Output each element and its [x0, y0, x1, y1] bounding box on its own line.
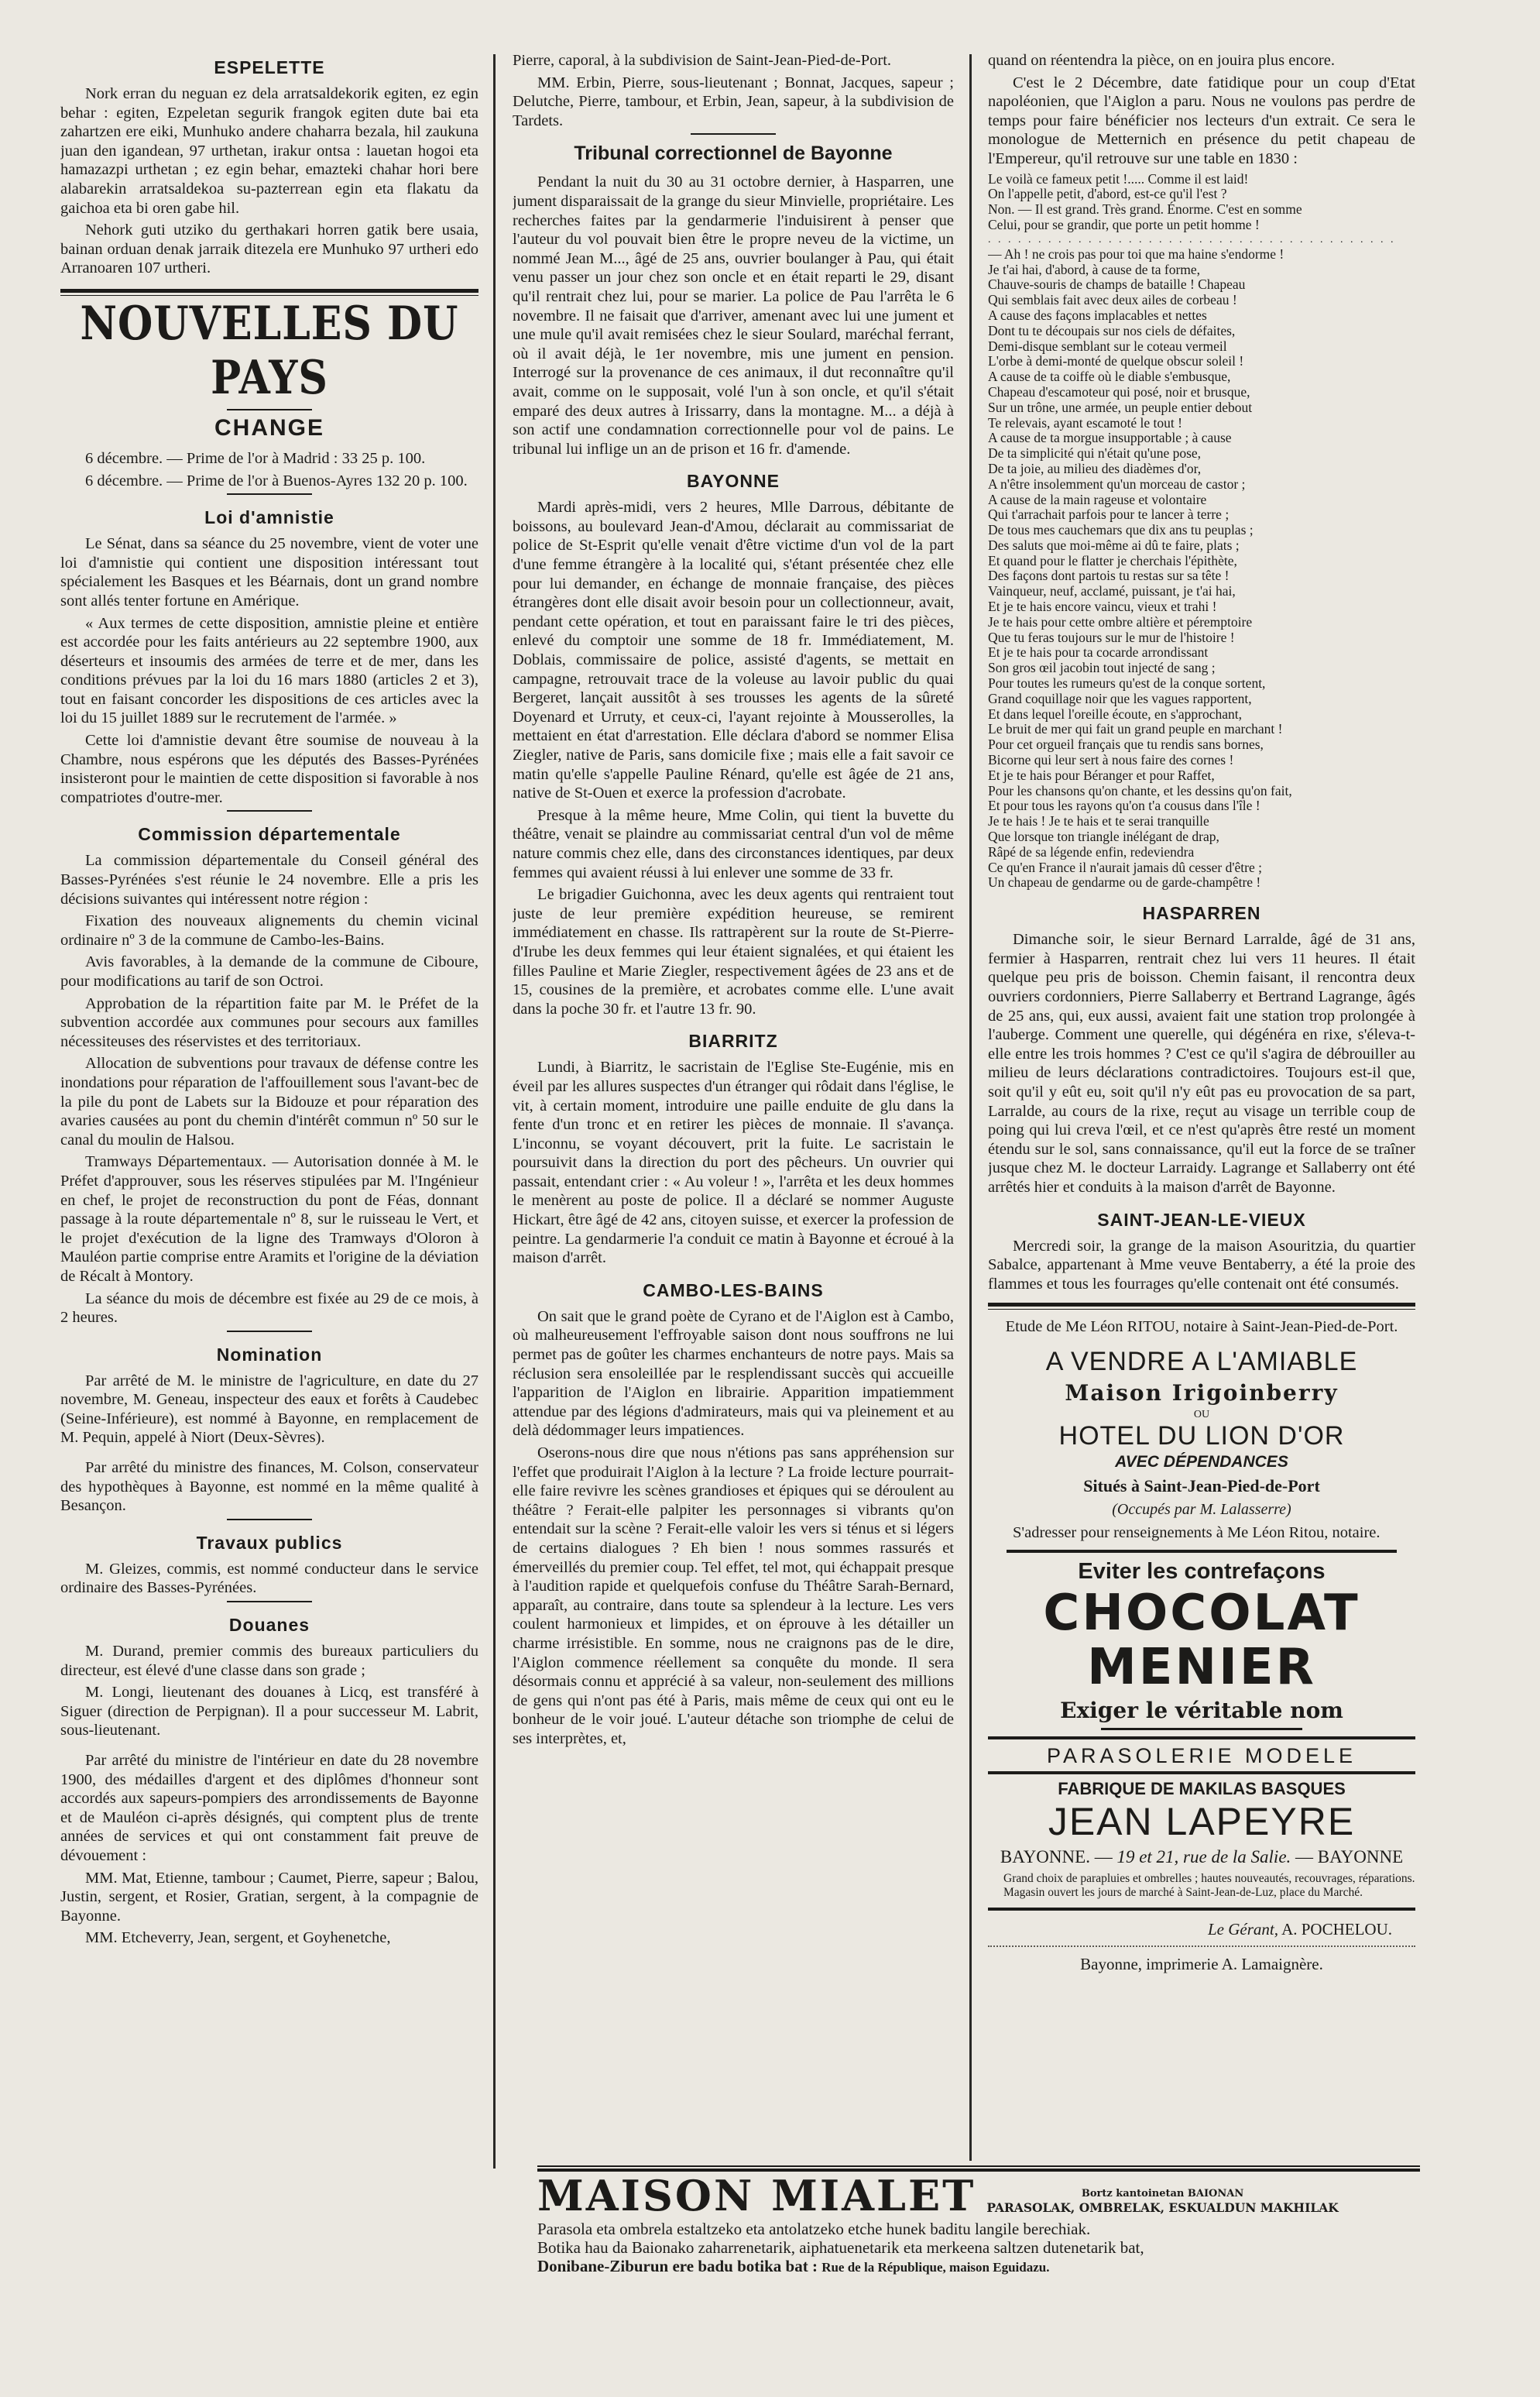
poem-line: L'orbe à demi-monté de quelque obscur soleil ! [988, 353, 1244, 369]
commission-paragraph: La commission départementale du Conseil général des Basses-Pyrénées s'est réunie le 24 novembre. Elle a pris les décisions suivantes qui intéressent notre région : [60, 852, 478, 908]
gerant-label: Le Gérant, [1207, 1920, 1278, 1939]
poem-line: A cause de la main rageuse et volontaire [988, 491, 1207, 507]
section-heading-bayonne: BAYONNE [687, 471, 780, 492]
ad-exiger: Exiger le véritable nom [1060, 1698, 1343, 1724]
dotted-divider [988, 1945, 1415, 1947]
ad-jean-lapeyre: JEAN LAPEYRE [1048, 1800, 1356, 1844]
ad-fabrique: FABRIQUE DE MAKILAS BASQUES [1058, 1779, 1346, 1799]
ad-divider [988, 1908, 1415, 1911]
column-1 [60, 51, 478, 2351]
ad-choix [988, 1872, 1415, 1900]
saint-jean-paragraph: Mercredi soir, la grange de la maison Asouritzia, du quartier Sabalce, appartenant à Mme veuve Bentaberry, a été la proie des flammes et tous les fourrages qu'elle contenait ont été consumés. [988, 1237, 1415, 1293]
amnistie-paragraph: Cette loi d'amnistie devant être soumise de nouveau à la Chambre, nous espérons que les députés des Basses-Pyrénées insisteront pour le maintien de cette disposition si favorable à nos compatriotes d'outre-mer. [60, 732, 478, 806]
title-underline [227, 409, 312, 410]
mialet-line-address: Rue de la République, maison Eguidazu. [821, 2260, 1050, 2275]
ad-maison: Maison Irigoinberry [1065, 1380, 1339, 1406]
mialet-line: Parasola eta ombrela estaltzeko eta antolatzeko etche hunek baditu langile berechiak. [537, 2220, 1091, 2238]
poem-line: Celui, pour se grandir, que porte un petit homme ! [988, 216, 1260, 232]
poem-stanza-1 [988, 172, 1415, 233]
mialet-line: Botika hau da Baionako zaharrenetarik, aiphatuenetarik eta merkeena saltzen dutenetarik bat, [537, 2238, 1144, 2257]
poem-line: Dont tu te découpais sur nos ciels de défaites, [988, 322, 1236, 338]
section-divider [227, 493, 312, 495]
mialet-line [537, 2257, 1420, 2277]
espelette-paragraph: Nehork guti utziko du gerthakari horren gatik bere usaia, bainan orduan denak jarraik ditezela ere Munhuko 97 urtheri edo Arranoaren 107 urtheri. [60, 221, 478, 277]
poem-line: Le bruit de mer qui fait un grand peuple en marchant ! [988, 721, 1283, 737]
amnistie-paragraph: « Aux termes de cette disposition, amnistie pleine et entière est accordée pour les faits antérieurs au 22 septembre 1900, aux déserteurs et insoumis des armées de terre et de mer, dans les conditions prévues par la loi du 16 mars 1880 (articles 2 et 3), tout en faisant concorder les dispositions de ces articles avec la loi du 15 juillet 1889 sur le recrutement de l'armée. » [60, 614, 478, 727]
ad-divider [988, 1303, 1415, 1310]
poem-line: Bicorne qui leur sert à nous faire des cornes ! [988, 752, 1234, 768]
column-3 [988, 51, 1415, 2162]
section-heading-nomination: Nomination [216, 1344, 323, 1365]
poem-line: A cause des façons implacables et nettes [988, 307, 1207, 323]
commission-paragraph: La séance du mois de décembre est fixée au 29 de ce mois, à 2 heures. [60, 1290, 478, 1327]
section-heading-commission: Commission départementale [138, 824, 401, 845]
continued-paragraph: C'est le 2 Décembre, date fatidique pour un coup d'Etat napoléonien, que l'Aiglon a paru. Nous ne voulons pas perdre de temps pour faire bénéficier nos lecteurs d'un extrait. Ce sera le monologue de Metternich en présence du petit chapeau de l'Empereur, qu'il retrouve sur une table en 1830 : [988, 74, 1415, 167]
poem-line: Chauve-souris de champs de bataille ! Chapeau [988, 276, 1246, 293]
poem-line: A cause de ta morgue insupportable ; à cause [988, 430, 1232, 446]
poem-line: A n'être insolemment qu'un morceau de castor ; [988, 476, 1246, 492]
biarritz-paragraph: Lundi, à Biarritz, le sacristain de l'Eglise Ste-Eugénie, mis en éveil par les allures suspectes d'un étranger qui rôdait dans l'église, le vit, à certain moment, introduire une paille enduite de glu dans la fente d'un tronc et en retirer les pièces de monnaie. Il s'avança. L'inconnu, se voyant découvert, prit la fuite. Le sacristain le poursuivit dans la direction du port des pêcheurs. Un ouvrier qui passait, entendant crier : « Au voleur ! », l'arrêta et les deux hommes le menèrent au poste de police. Il a déclaré se nommer Auguste Hickart, être âgé de 42 ans, citoyen suisse, et exercer la profession de peintre. La gendarmerie l'a conduit ce matin à Bayonne et écroué à la maison d'arrêt. [513, 1059, 954, 1267]
bayonne-paragraph: Presque à la même heure, Mme Colin, qui tient la buvette du théâtre, venait se plaindre au commissariat central d'un vol de même nature commis chez elle, dans des circonstances identiques, par deux femmes qui avaient réussi à lui enlever une somme de 33 fr. [513, 806, 954, 881]
poem-line: Grand coquillage noir que les vagues rapportent, [988, 690, 1252, 706]
poem-line: Non. — Il est grand. Très grand. Énorme. C'est en somme [988, 201, 1302, 218]
ad-address-city: BAYONNE. [1000, 1847, 1090, 1867]
ad-situes: Situés à Saint-Jean-Pied-de-Port [1083, 1476, 1320, 1496]
section-heading-saint-jean-le-vieux: SAINT-JEAN-LE-VIEUX [1097, 1209, 1306, 1230]
ad-choix-line: Grand choix de parapluies et ombrelles ; hautes nouveautés, recouvrages, réparations. [1003, 1872, 1415, 1886]
poem-line: Vainqueur, neuf, acclamé, puissant, je t'ai hai, [988, 583, 1236, 599]
poem-line: Et dans lequel l'oreille écoute, en s'approchant, [988, 706, 1242, 722]
poem-line: De ta joie, au milieu des diadèmes d'or, [988, 460, 1202, 476]
poem-line: Le voilà ce fameux petit !..... Comme il est laid! [988, 170, 1249, 187]
poem-line: Pour cet orgueil français que tu rendis sans bornes, [988, 737, 1264, 753]
douanes-paragraph: Par arrêté du ministre de l'intérieur en date du 28 novembre 1900, des médailles d'argent et des diplômes d'honneur sont accordés aux sapeurs-pompiers des arrondissements de Bayonne et de Mauléon ci-après désignés, qui comptent plus de trente années de services et qui ont constamment fait preuve de dévouement : [60, 1752, 478, 1864]
continued-paragraph: quand on réentendra la pièce, on en jouira plus encore. [988, 52, 1335, 69]
poem-line: Pour les chansons qu'on chante, et les dessins qu'on fait, [988, 782, 1292, 798]
advertisement-maison-mialet [537, 2169, 1420, 2288]
poem-ellipsis: . . . . . . . . . . . . . . . . . . . . . . . . . . . . . . . . . . . . . . . . . [988, 234, 1396, 246]
mialet-side [986, 2187, 1338, 2220]
mialet-side-line: Bortz kantoinetan BAIONAN [1081, 2188, 1244, 2200]
nouvelles-du-pays-title: NOUVELLES DU PAYS [80, 296, 459, 406]
section-heading-change: CHANGE [214, 414, 324, 441]
poem-line: Des saluts que moi-même ai dû te faire, plats ; [988, 537, 1240, 553]
poem-line: Je t'ai hai, d'abord, à cause de ta forme, [988, 261, 1201, 277]
ad-sadresser: S'adresser pour renseignements à Me Léon Ritou, notaire. [1013, 1524, 1381, 1542]
mialet-text [537, 2220, 1420, 2277]
gerant-line [988, 1920, 1415, 1939]
poem-line: De tous mes cauchemars que dix ans tu peuplas ; [988, 522, 1254, 538]
poem-line: Son gros œil jacobin tout injecté de sang ; [988, 660, 1216, 676]
poem-line: Chapeau d'escamoteur qui posé, noir et brusque, [988, 383, 1250, 400]
bayonne-paragraph: Le brigadier Guichonna, avec les deux agents qui rentraient tout juste de leur première expédition heureuse, se remirent immédiatement en chasse. Ils rattrapèrent sur la route de St-Pierre-d'Irube les deux femmes qui leur étaient signalées, et qui étaient les filles Pauline et Marie Ziegler, respectivement âgées de 23 ans et de 15, cousines de la première, et acrobates comme elle. L'une avait dans la poche 30 fr. et l'autre 13 fr. 90. [513, 886, 954, 1018]
section-heading-biarritz: BIARRITZ [688, 1031, 778, 1052]
ad-hotel: HOTEL DU LION D'OR [1058, 1421, 1345, 1451]
section-divider [227, 1331, 312, 1332]
poem-line: De ta simplicité qui n'était qu'une pose, [988, 445, 1202, 462]
change-paragraph: 6 décembre. — Prime de l'or à Madrid : 33 25 p. 100. [85, 449, 426, 467]
section-divider [227, 1519, 312, 1520]
mialet-title: MAISON MIALET [537, 2171, 976, 2220]
commission-paragraph: Allocation de subventions pour travaux de défense contre les inondations pour réparation de l'affouillement sous l'avant-bec de la pile du pont de Labets sur la Bidouze et pour réparation des avaries causées au pont du chemin d'intérêt commun nº 50 sur le canal du moulin de Halsou. [60, 1055, 478, 1149]
commission-paragraph: Avis favorables, à la demande de la commune de Ciboure, pour modifications au tarif de son Octroi. [60, 953, 478, 990]
cambo-paragraph: Oserons-nous dire que nous n'étions pas sans appréhension sur l'effet que produirait l'Aiglon à la lecture ? La froide lecture pourrait-elle faire revivre les scènes grandioses et épiques qui se déroulent au théâtre ? Ferait-elle palpiter les personnages si vibrants qu'on entendait sur la scène ? Ferait-elle valoir les vers si ténus et si légers de certains dialogues ? Eh bien ! nous sommes rassurés et émerveillés du premier coup. Tel effet, tel mot, qui échappait presque à l'audition rapide et quelquefois confuse du Théâtre Sarah-Bernard, apparaît, au contraire, dans toute sa splendeur à la lecture. Les vers coulent harmonieux et limpides, et on éprouve à les détailler un charme irrésistible. En somme, nous ne craignons pas de le dire, l'Aiglon commence réellement sa conquête du monde. Il sera désormais connu et apprécié à sa valeur, non-seulement des millions de gens qui n'ont pas été à Paris, mais même de ceux qui ont eu le bonheur de le voir joué. L'auteur détache son triomphe de celui de ses interprètes, et, [513, 1444, 954, 1747]
poem-line: Des façons dont partois tu restas sur sa tête ! [988, 568, 1230, 584]
section-heading-cambo: CAMBO-LES-BAINS [643, 1279, 824, 1300]
section-heading-tribunal: Tribunal correctionnel de Bayonne [574, 143, 893, 165]
ad-choix-line: Magasin ouvert les jours de marché à Saint-Jean-de-Luz, place du Marché. [1003, 1886, 1363, 1900]
ad-chocolat: CHOCOLAT [1043, 1585, 1360, 1643]
section-heading-espelette: ESPELETTE [214, 57, 325, 77]
poem-line: Qui t'arrachait parfois pour te lancer à terre ; [988, 507, 1230, 523]
poem-line: Demi-disque semblant sur le coteau vermeil [988, 338, 1227, 354]
mialet-header [537, 2172, 1420, 2220]
ad-underline [1101, 1728, 1302, 1730]
ad-address: BAYONNE. — 19 et 21, rue de la Salie. — BAYONNE [1000, 1847, 1404, 1867]
poem-line: A cause de ta coiffe où le diable s'embusque, [988, 369, 1231, 385]
gerant-name: A. POCHELOU. [1281, 1920, 1392, 1939]
poem-extract [988, 172, 1415, 891]
nomination-paragraph: Par arrêté du ministre des finances, M. Colson, conservateur des hypothèques à Bayonne, est nommé en la même qualité à Besançon. [60, 1459, 478, 1515]
section-heading-hasparren: HASPARREN [1142, 903, 1261, 924]
section-divider [691, 133, 776, 135]
mialet-side-line: PARASOLAK, OMBRELAK, ESKUALDUN MAKHILAK [986, 2200, 1339, 2215]
ad-parasolerie: PARASOLERIE MODELE [1046, 1744, 1357, 1768]
ad-occupes: (Occupés par M. Lalasserre) [1112, 1501, 1291, 1519]
commission-paragraph: Approbation de la répartition faite par M. le Préfet de la subvention accordée aux communes pour secours aux familles nécessiteuses des réservistes et des territoriaux. [60, 994, 478, 1050]
commission-paragraph: Tramways Départementaux. — Autorisation donnée à M. le Préfet d'approuver, sous les réserves stipulées par M. l'Ingénieur en chef, le projet de reconstruction du pont de Féas, donnant passage à la route départementale nº 8, sur le ruisseau le Vert, et le projet d'exécution de la ligne des Tramways d'Oloron à Mauléon partie comprise entre Aramits et l'origine de la déviation de Récalt à Montory. [60, 1153, 478, 1285]
ad-etude: Etude de Me Léon RITOU, notaire à Saint-Jean-Pied-de-Port. [1005, 1318, 1398, 1336]
column-2 [513, 51, 954, 2165]
douanes-paragraph: M. Durand, premier commis des bureaux particuliers du directeur, est élevé d'une classe dans son grade ; [60, 1643, 478, 1679]
ad-address-street: 19 et 21, rue de la Salie. [1116, 1847, 1291, 1867]
douanes-paragraph: MM. Mat, Etienne, tambour ; Caumet, Pierre, sapeur ; Balou, Justin, sergent, et Rosier, Gratian, sergent, à la compagnie de Bayonne. [60, 1869, 478, 1925]
bayonne-paragraph: Mardi après-midi, vers 2 heures, Mlle Darrous, débitante de boissons, au boulevard Jean-d'Amou, déclarait au commissariat de police de St-Esprit qu'elle venait d'être victime d'un vol de la part d'une femme étrangère à la localité qui, s'étant présentée chez elle pour lui demander, en échange de monnaie française, des pièces étrangères dont elle disait avoir besoin pour un collectionneur, avait, pendant cette opération, et tout en paraissant faire le tri des pièces, enlevé du comptoir une somme de 18 fr. Immédiatement, M. Doblais, commissaire de police, assisté d'agents, se mettait en campagne, retrouvait trace de la voleuse au lavoir public du quai Bergeret, lançait aussitôt à ses trousses les agents de la sûreté Doyenard et Urruty, et ceux-ci, l'ayant rejointe à Mousserolles, la mettaient en état d'arrestation. Elle déclara d'abord se nommer Elisa Ziegler, native de Paris, sans domicile fixe ; mais elle a fait savoir ce matin qu'elle s'appelle Pauline Rénard, qu'elle est âgée de 21 ans, native de St-Ouen et exerce la profession d'acrobate. [513, 499, 954, 802]
nomination-paragraph: Par arrêté de M. le ministre de l'agriculture, en date du 27 novembre, M. Geneau, inspecteur des eaux et forêts à Caudebec (Seine-Inférieure), est nommé à Bayonne, en remplacement de M. Pequin, appelé à Niort (Deux-Sèvres). [60, 1372, 478, 1447]
poem-line: Que lorsque ton triangle inélégant de drap, [988, 829, 1219, 845]
poem-line: Je te hais pour cette ombre altière et péremptoire [988, 613, 1253, 630]
ad-address-city-2: BAYONNE [1317, 1847, 1404, 1867]
poem-line: Ce qu'en France il n'aurait jamais dû cesser d'être ; [988, 859, 1262, 875]
column-rule-1 [493, 54, 496, 2169]
poem-line: Pour toutes les rumeurs qu'est de la conque sortent, [988, 675, 1266, 692]
poem-line: On l'appelle petit, d'abord, est-ce qu'il l'est ? [988, 186, 1227, 202]
espelette-paragraph: Nork erran du neguan ez dela arratsaldekorik egiten, ez egin behar : egiten, Ezpeletan segurik frangok egiten dute bai eta zahartzen ere eiki, Munhuko andere chaharra bezala, hil zaukuna juan den igandean, 97 urthetan, irakur ontsa : lauetan hogoi eta hamazazpi urthetan ; ez egin behar, emazteki chahar hori bere alabarekin arratsaldekoa su-pazterrean egin eta flakatu da gaichoa eta bi oren gabe hil. [60, 85, 478, 217]
cambo-paragraph: On sait que le grand poète de Cyrano et de l'Aiglon est à Cambo, où malheureusement l'effroyable saison dont nous souffrons ne lui permet pas de goûter les charmes enchanteurs de notre pays. Mais sa réclusion sera ensoleillée par le resplendissant succès qui accueille l'apparition de l'Aiglon en librairie. Apparition impatiemment attendue par des légions d'admirateurs, mais qui va pleinement et au delà dédommager leurs impatiences. [513, 1307, 954, 1440]
travaux-paragraph: M. Gleizes, commis, est nommé conducteur dans le service ordinaire des Basses-Pyrénées. [60, 1560, 478, 1597]
imprimerie-line: Bayonne, imprimerie A. Lamaignère. [1080, 1955, 1323, 1974]
banner-top-rule [537, 2165, 1420, 2167]
ad-ou: OU [1193, 1409, 1210, 1421]
advertisement-menier [1007, 1550, 1397, 1730]
advertisement-notaire [988, 1317, 1415, 1542]
continued-paragraph: Pierre, caporal, à la subdivision de Saint-Jean-Pied-de-Port. [513, 52, 892, 69]
change-paragraph: 6 décembre. — Prime de l'or à Buenos-Ayres 132 20 p. 100. [85, 472, 468, 489]
poem-line: — Ah ! ne crois pas pour toi que ma haine s'endorme ! [988, 246, 1284, 262]
section-divider [227, 810, 312, 812]
amnistie-paragraph: Le Sénat, dans sa séance du 25 novembre, vient de voter une loi d'amnistie qui contient une disposition intéressant tout spécialement les Basques et les Béarnais, dont un grand nombre sont allés tenter fortune en Amérique. [60, 535, 478, 610]
poem-line: Sur un trône, une armée, un peuple entier debout [988, 399, 1253, 415]
ad-menier: MENIER [1087, 1639, 1316, 1697]
poem-line: Et je te hais encore vaincu, vieux et trahi ! [988, 599, 1217, 615]
section-divider [60, 289, 478, 296]
poem-stanza-2 [988, 247, 1415, 891]
poem-line: Je te hais ! Je te hais et te serai tranquille [988, 813, 1209, 829]
ad-evitez: Eviter les contrefaçons [1078, 1559, 1326, 1585]
mialet-line-bold: Donibane-Ziburun ere badu botika bat : [537, 2257, 818, 2275]
continued-paragraph: MM. Erbin, Pierre, sous-lieutenant ; Bonnat, Jacques, sapeur ; Delutche, Pierre, tambour, et Erbin, Jean, sapeur, à la subdivision de Tardets. [513, 74, 954, 129]
ad-dependances: AVEC DÉPENDANCES [1115, 1453, 1288, 1472]
section-heading-travaux: Travaux publics [196, 1532, 343, 1553]
poem-line: Un chapeau de gendarme ou de garde-champêtre ! [988, 874, 1261, 891]
section-heading-douanes: Douanes [228, 1615, 310, 1636]
section-heading-amnistie: Loi d'amnistie [204, 507, 334, 528]
poem-line: Te relevais, ayant escamoté le tout ! [988, 414, 1182, 431]
poem-line: Et quand pour le flatter je cherchais l'épithète, [988, 552, 1237, 568]
ad-a-vendre: A VENDRE A L'AMIABLE [1045, 1347, 1358, 1377]
poem-line: Qui semblais fait avec deux ailes de corbeau ! [988, 292, 1237, 308]
poem-line: Et je te hais pour ta cocarde arrondissant [988, 644, 1209, 661]
column-rule-2 [969, 54, 972, 2161]
poem-line: Et pour tous les rayons qu'on t'a cousus dans l'île ! [988, 798, 1260, 814]
poem-line: Que tu feras toujours sur le mur de l'histoire ! [988, 629, 1235, 645]
douanes-paragraph: M. Longi, lieutenant des douanes à Licq, est transféré à Siguer (direction de Perpignan). Il a pour successeur M. Labrit, sous-lieutenant. [60, 1684, 478, 1739]
poem-line: Et je te hais pour Béranger et pour Raffet, [988, 767, 1215, 783]
section-divider [227, 1601, 312, 1602]
hasparren-paragraph: Dimanche soir, le sieur Bernard Larralde, âgé de 31 ans, fermier à Hasparren, rentrait chez lui vers 11 heures. Il était quelque peu pris de boisson. Chemin faisant, il rencontra deux ouvriers cordonniers, Pierre Sallaberry et Bertrand Lagrange, âgés de 25 ans, qui, eux aussi, avaient fait une station trop prolongée à l'auberge. Comment une querelle, qui dégénéra en rixe, s'éleva-t-elle entre les trois hommes ? C'est ce qu'il s'agira de débrouiller au milieu de leurs déclarations contradictoires. Toujours est-il que, soit qu'il y eût eu, soit qu'il n'y eût pas eu provocation de sa part, Larralde, au cours de la rixe, reçut au visage un terrible coup de poing qui lui creva l'œil, et ce n'est qu'après être resté un moment étendu sur le sol, sans connaissance, qu'il eut la force de se traîner jusque chez M. le docteur Larraidy. Lagrange et Sallaberry ont été arrêtés hier et conduits à la maison d'arrêt de Bayonne. [988, 931, 1415, 1196]
commission-paragraph: Fixation des nouveaux alignements du chemin vicinal ordinaire nº 3 de la commune de Cambo-les-Bains. [60, 912, 478, 949]
douanes-paragraph: MM. Etcheverry, Jean, sergent, et Goyhenetche, [85, 1929, 391, 1947]
tribunal-paragraph: Pendant la nuit du 30 au 31 octobre dernier, à Hasparren, une jument disparaissait de la grange du sieur Minvielle, propriétaire. Les recherches faites par la gendarmerie l'induisirent à penser que l'auteur du vol pouvait bien être le propre neveu de la victime, un nommé Jean M..., âgé de 25 ans, ouvrier boulanger à Pau, qui était venu passer un jour chez son oncle et en était reparti le 29, disant qu'il rentrait chez lui, pour se marier. La police de Pau l'arrêta le 6 novembre. Il ne faisait que d'arriver, amenant avec lui une jument et une mule qu'il avait remisées chez le sieur Soulard, maréchal ferrant, où il avait déjà, le 1er novembre, mis une jument en pension. Interrogé sur la provenance de ces animaux, il dut reconnaître qu'il avait, comme on le supposait, volé l'un à son oncle, et qu'il s'était emparé des deux autres à Irissarry, dans la montagne. M... a déjà à son actif une condamnation correctionnelle pour vol de pains. Le tribunal lui inflige un an de prison et 16 fr. d'amende. [513, 173, 954, 458]
poem-line: Râpé de sa légende enfin, redeviendra [988, 843, 1195, 860]
advertisement-parasolerie [988, 1736, 1415, 1974]
ad-band [988, 1736, 1415, 1774]
